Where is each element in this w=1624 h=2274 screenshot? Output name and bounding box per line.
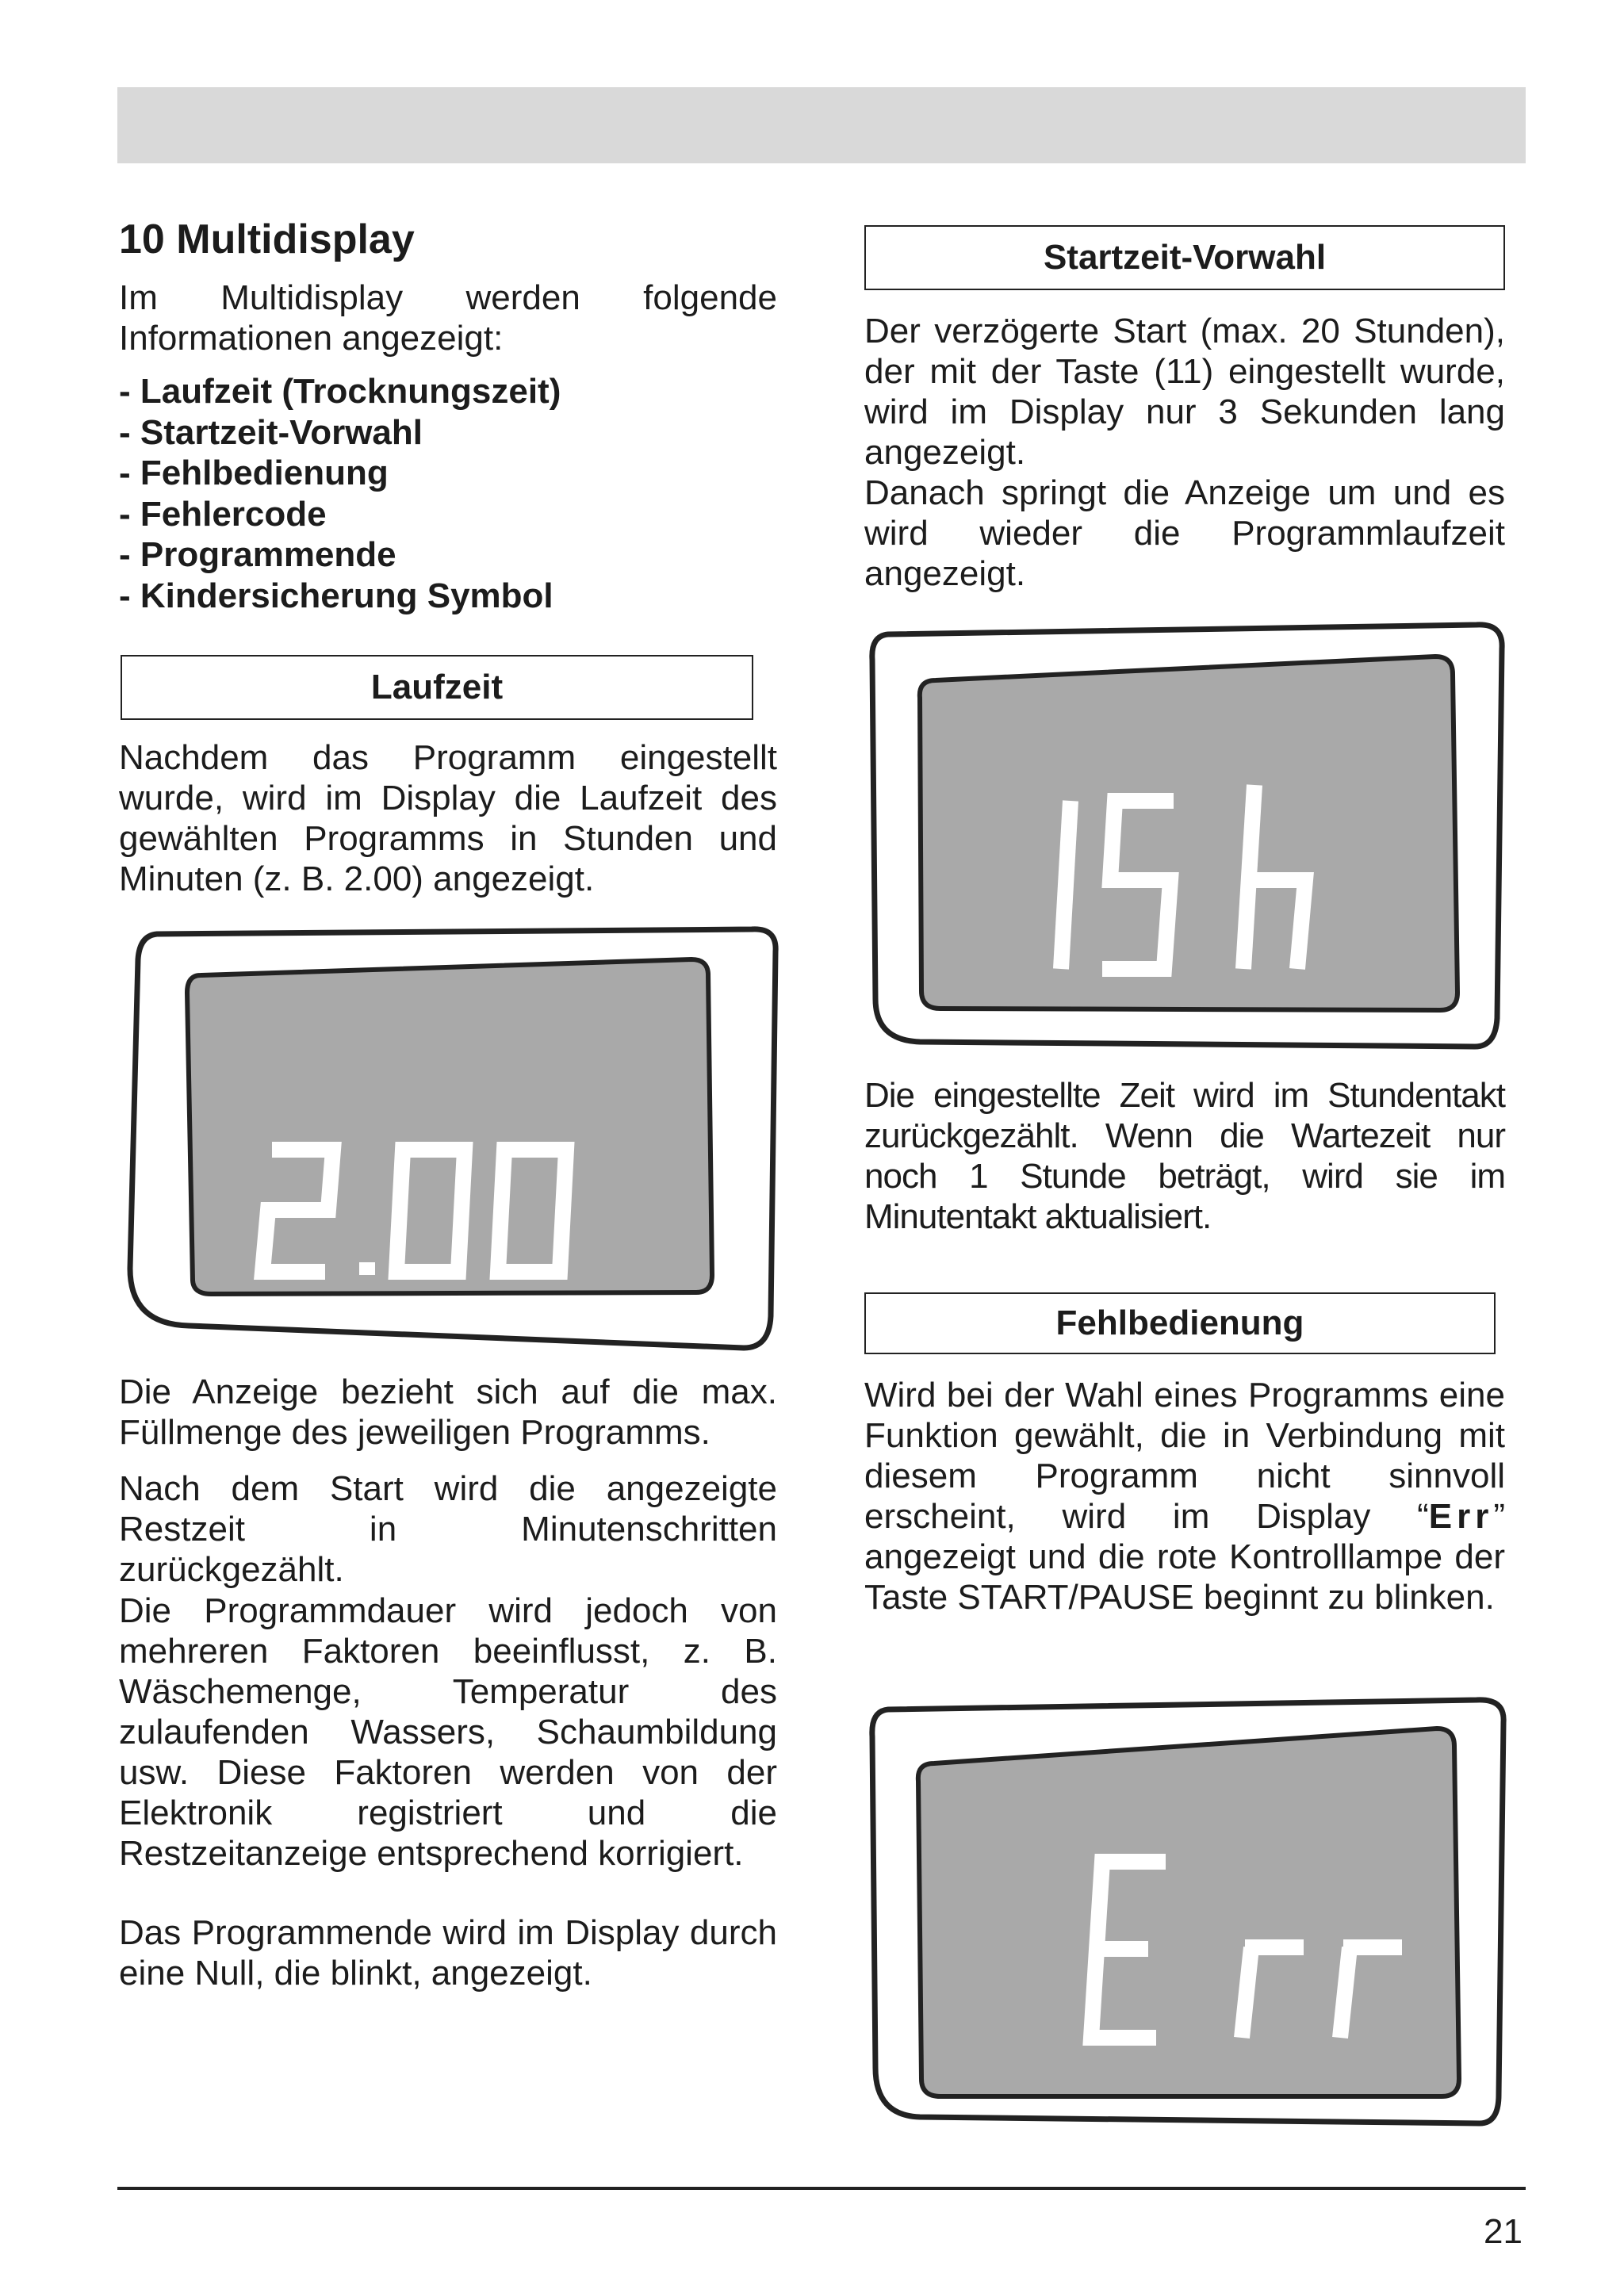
capacity-text: Die Anzeige bezieht sich auf die max. Füllmenge des jeweiligen Programms.	[119, 1372, 777, 1452]
lcd-display-runtime	[125, 920, 783, 1364]
startzeit-header: Startzeit-Vorwahl	[864, 225, 1505, 290]
lcd-display-start-delay	[864, 618, 1515, 1062]
laufzeit-header: Laufzeit	[121, 655, 753, 720]
list-item: - Programmende	[119, 535, 396, 574]
page-number: 21	[1484, 2212, 1522, 2251]
countdown-info-text: Die eingestellte Zeit wird im Stundentakt zurückgezählt. Wenn die Wartezeit nur noch 1 Stunde beträgt, wird sie im Minutentakt aktualisiert.	[864, 1076, 1505, 1236]
countdown-text: Nach dem Start wird die angezeigte Restzeit in Minutenschritten zurückgezählt.	[119, 1469, 777, 1589]
intro-text: Im Multidisplay werden folgende Informationen angezeigt:	[119, 278, 777, 358]
list-item: - Laufzeit (Trocknungszeit)	[119, 372, 561, 411]
list-item: - Fehlbedienung	[119, 454, 389, 492]
list-item: - Startzeit-Vorwahl	[119, 412, 423, 452]
list-item: - Kindersicherung Symbol	[119, 576, 553, 615]
info-list	[119, 371, 561, 616]
fehlbedienung-header: Fehlbedienung	[864, 1292, 1496, 1354]
lcd-display-error	[864, 1695, 1515, 2139]
startzeit-text: Der verzögerte Start (max. 20 Stunden), der mit der Taste (11) eingestellt wurde, wird im Display nur 3 Sekunden lang angezeigt.	[864, 312, 1505, 472]
duration-factors-text: Die Programmdauer wird jedoch von mehreren Faktoren beeinflusst, z. B. Wäschemenge, Temperatur des zulaufenden Wassers, Schaumbildung usw. Diese Faktoren werden von der Elektronik registriert und die Restzeitanzeige entsprechend korrigiert.	[119, 1591, 777, 1873]
section-title: 10 Multidisplay	[119, 216, 415, 262]
startzeit-text-2: Danach springt die Anzeige um und es wird wieder die Programmlaufzeit angezeigt.	[864, 473, 1505, 593]
footer-rule	[117, 2187, 1526, 2190]
fehlbedienung-text: Wird bei der Wahl eines Programms eine Funktion gewählt, die in Verbindung mit diesem Programm nicht sinnvoll erscheint, wird im Display “Err” angezeigt und die rote Kontrolllampe der Taste START/PAUSE beginnt zu blinken.	[864, 1376, 1505, 1617]
header-bar	[117, 87, 1526, 163]
program-end-text: Das Programmende wird im Display durch eine Null, die blinkt, angezeigt.	[119, 1913, 777, 1993]
laufzeit-text: Nachdem das Programm eingestellt wurde, wird im Display die Laufzeit des gewählten Programms in Stunden und Minuten (z. B. 2.00) angezeigt.	[119, 738, 777, 898]
error-code-inline: Err	[1428, 1497, 1494, 1536]
list-item: - Fehlercode	[119, 494, 327, 534]
